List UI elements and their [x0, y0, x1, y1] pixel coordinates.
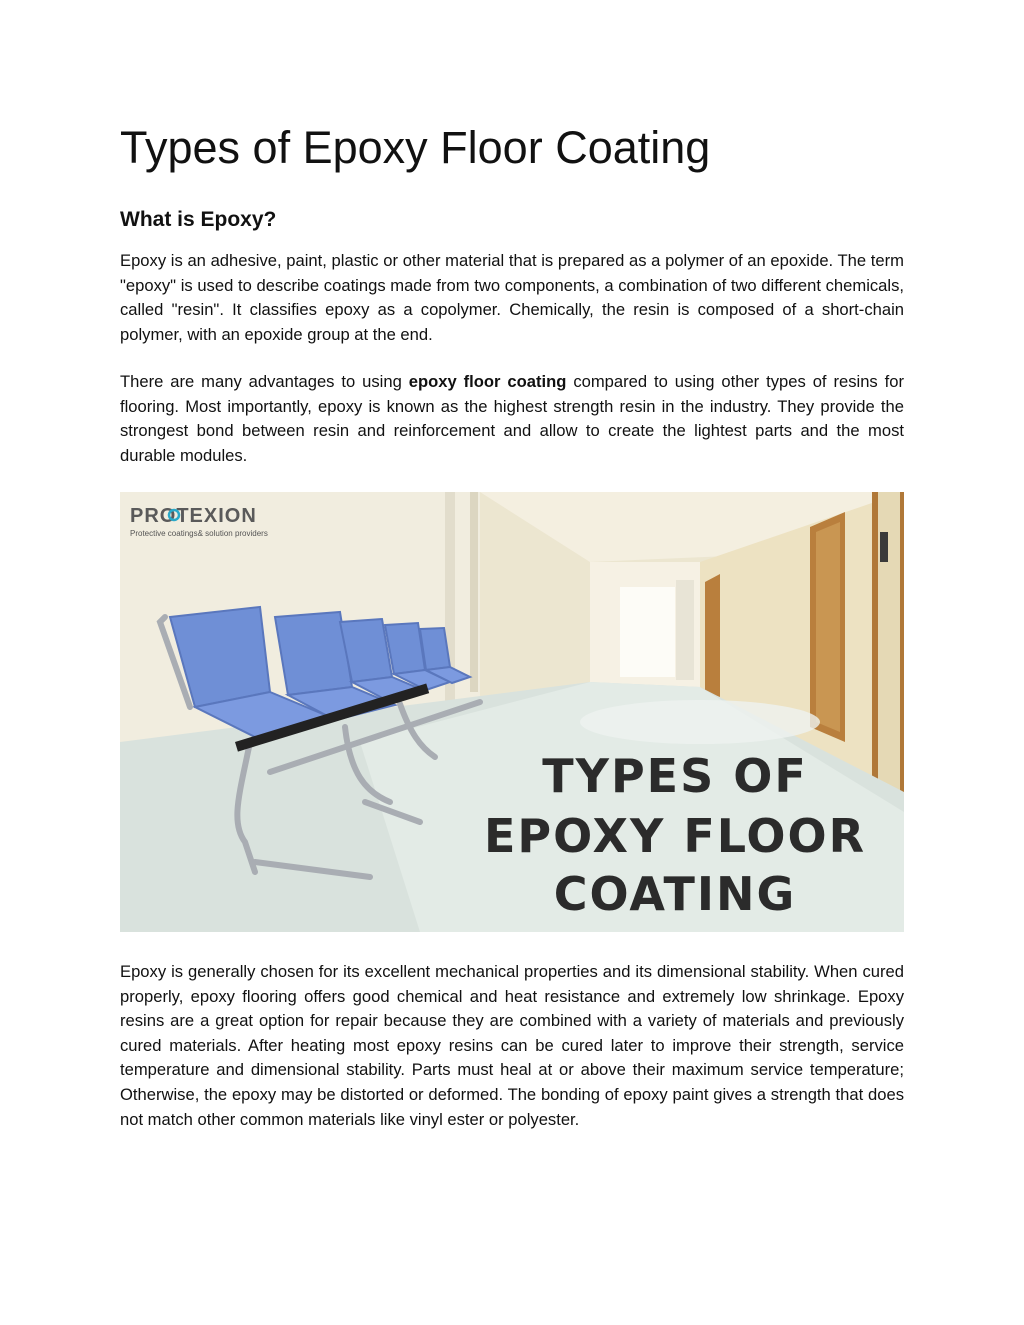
logo-tagline: Protective coatings& solution providers: [130, 529, 268, 538]
paragraph-advantages: [120, 370, 904, 468]
keyword-epoxy-floor-coating: epoxy floor coating: [408, 372, 567, 391]
paragraph-advantages-start: There are many advantages to using: [120, 372, 409, 391]
section-heading: What is Epoxy?: [120, 208, 277, 231]
overlay-line-3: COATING: [553, 867, 797, 921]
svg-text:EPOXY FLOOR: [484, 809, 866, 863]
protexion-logo: [130, 505, 268, 538]
overlay-line-1: TYPES OF: [542, 749, 808, 803]
svg-text:COATING: [554, 867, 796, 921]
logo-text: PROTEXION: [130, 505, 257, 527]
overlay-line-2: EPOXY FLOOR: [483, 809, 867, 863]
paragraph-intro: Epoxy is an adhesive, paint, plastic or other material that is prepared as a polymer of an epoxide. The term "epoxy" is used to describe coatings made from two components, a combination of two different chemicals, called "resin". It classifies epoxy as a copolymer. Chemically, the resin is composed of a short-chain polymer, with an epoxide group at the end.: [120, 251, 904, 344]
paragraph-advantages-end: compared to using other types of resins for flooring. Most importantly, epoxy is known as the highest strength resin in the industry. They provide the strongest bond between resin and reinforcement and allow to create the lightest parts and the most durable modules.: [120, 372, 904, 465]
svg-text:Protective coatings& solution: [130, 529, 268, 538]
page-title: Types of Epoxy Floor Coating: [120, 122, 711, 173]
svg-text:PROTEXION: [130, 505, 257, 527]
paragraph-properties: Epoxy is generally chosen for its excellent mechanical properties and its dimensional stability. When cured properly, epoxy flooring offers good chemical and heat resistance and extremely low shrinkage. Epoxy resins are a great option for repair because they are combined with a variety of materials and previously cured materials. After heating most epoxy resins can be cured later to improve their strength, service temperature and dimensional stability. Parts must heal at or above their maximum service temperature; Otherwise, the epoxy may be distorted or deformed. The bonding of epoxy paint gives a strength that does not match other common materials like vinyl ester or polyester.: [120, 962, 904, 1129]
svg-text:TYPES OF: [542, 749, 808, 803]
hallway-photo: [120, 492, 904, 932]
